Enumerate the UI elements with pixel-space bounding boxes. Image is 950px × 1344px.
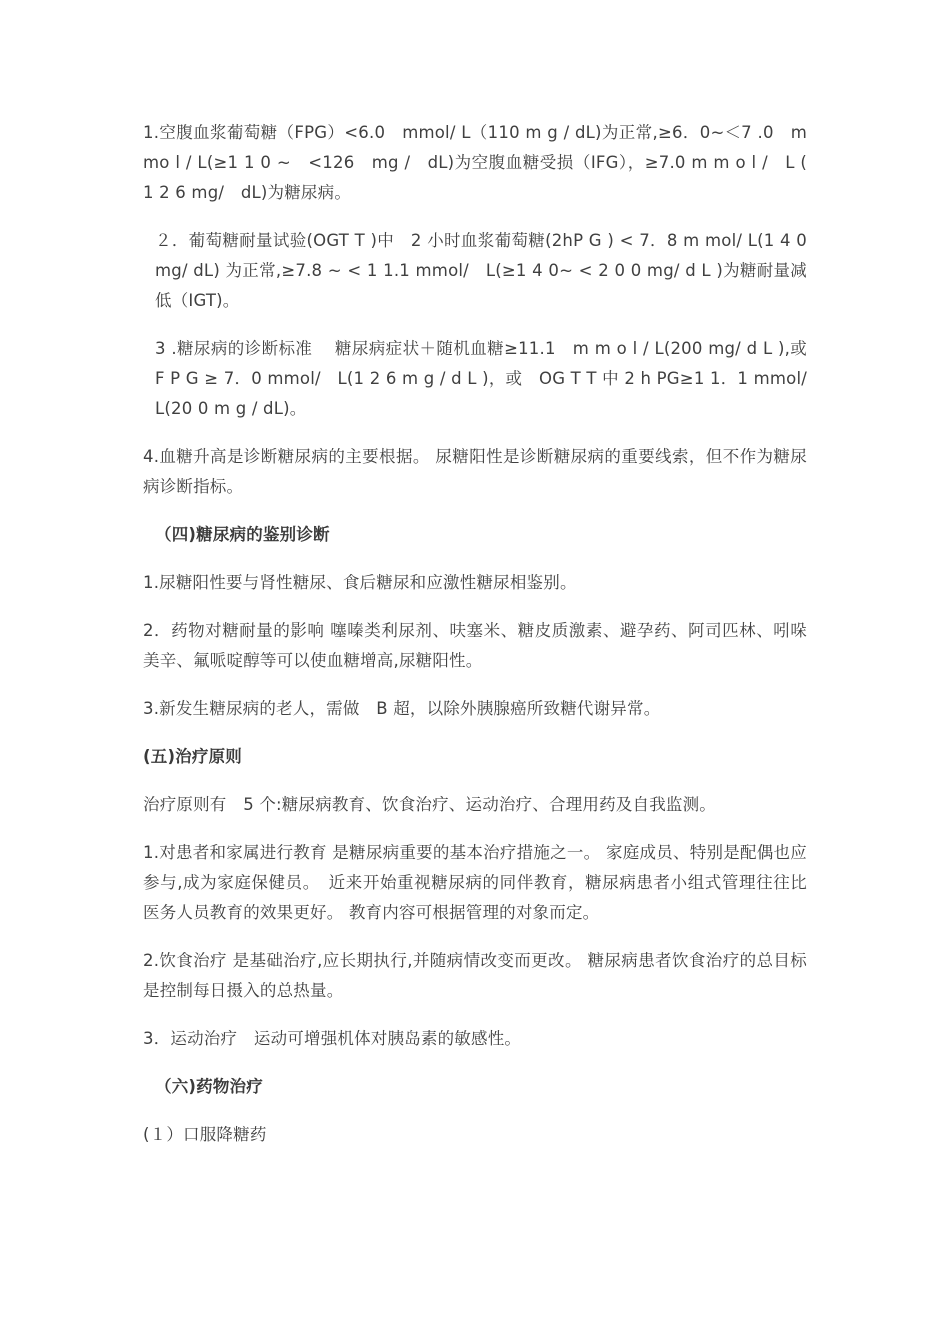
paragraph-glycosuria: 1.尿糖阳性要与肾性糖尿、食后糖尿和应激性糖尿相鉴别。 <box>143 573 577 592</box>
paragraph-diagnostic-standard: 3 .糖尿病的诊断标准 糖尿病症状＋随机血糖≥11.1 m m o l / L(200 mg/ d L ),或 F P G ≥ 7．0 mmol/ L(1 2 6 m g / d L )，或 OG T T 中 2 h PG≥1 1．1 mmol/ L(20 0 m g / dL)。 <box>155 339 824 418</box>
paragraph-education: 1.对患者和家属进行教育 是糖尿病重要的基本治疗措施之一。 家庭成员、特别是配偶也应参与,成为家庭保健员。 近来开始重视糖尿病的同伴教育，糖尿病患者小组式管理往往比医务人员教育的效果更好。 教育内容可根据管理的对象而定。 <box>143 843 807 922</box>
document-page <box>143 118 824 1168</box>
section-heading-treatment-principles: (五)治疗原则 <box>143 747 242 766</box>
paragraph-exercise: 3．运动治疗 运动可增强机体对胰岛素的敏感性。 <box>143 1029 522 1048</box>
paragraph-five-principles: 治疗原则有 5 个:糖尿病教育、饮食治疗、运动治疗、合理用药及自我监测。 <box>143 795 717 814</box>
paragraph-drug-effects: 2．药物对糖耐量的影响 噻嗪类利尿剂、呋塞米、糖皮质激素、避孕药、阿司匹林、吲哚美辛、氟哌啶醇等可以使血糖增高,尿糖阳性。 <box>143 621 807 670</box>
paragraph-diet: 2.饮食治疗 是基础治疗,应长期执行,并随病情改变而更改。 糖尿病患者饮食治疗的总目标是控制每日摄入的总热量。 <box>143 951 807 1000</box>
paragraph-oral-drugs: (１）口服降糖药 <box>143 1125 267 1144</box>
paragraph-diagnosis-basis: 4.血糖升高是诊断糖尿病的主要根据。 尿糖阳性是诊断糖尿病的重要线索，但不作为糖尿病诊断指标。 <box>143 447 807 496</box>
paragraph-fpg-criteria: 1.空腹血浆葡萄糖（FPG）<6.0 mmol/ L（110 m g / dL)为正常,≥6．0~＜7 .0 mmo l / L(≥1 1 0 ~ <126 mg / dL)为空腹血糖受损（IFG），≥7.0 m m o l / L ( 1 2 6 mg/ dL)为糖尿病。 <box>143 123 807 202</box>
paragraph-ogtt: ２．葡萄糖耐量试验(OGT T )中 2 小时血浆葡萄糖(2hP G ) < 7．8 m mol/ L(1 4 0 mg/ dL) 为正常,≥7.8 ~ < 1 1.1 mmol/ L(≥1 4 0~ < 2 0 0 mg/ d L )为糖耐量减低（IGT)。 <box>155 231 807 310</box>
section-heading-drug-therapy: （六)药物治疗 <box>155 1077 263 1096</box>
section-heading-differential-diagnosis: （四)糖尿病的鉴别诊断 <box>155 525 330 544</box>
paragraph-elderly: 3.新发生糖尿病的老人，需做 B 超，以除外胰腺癌所致糖代谢异常。 <box>143 699 661 718</box>
